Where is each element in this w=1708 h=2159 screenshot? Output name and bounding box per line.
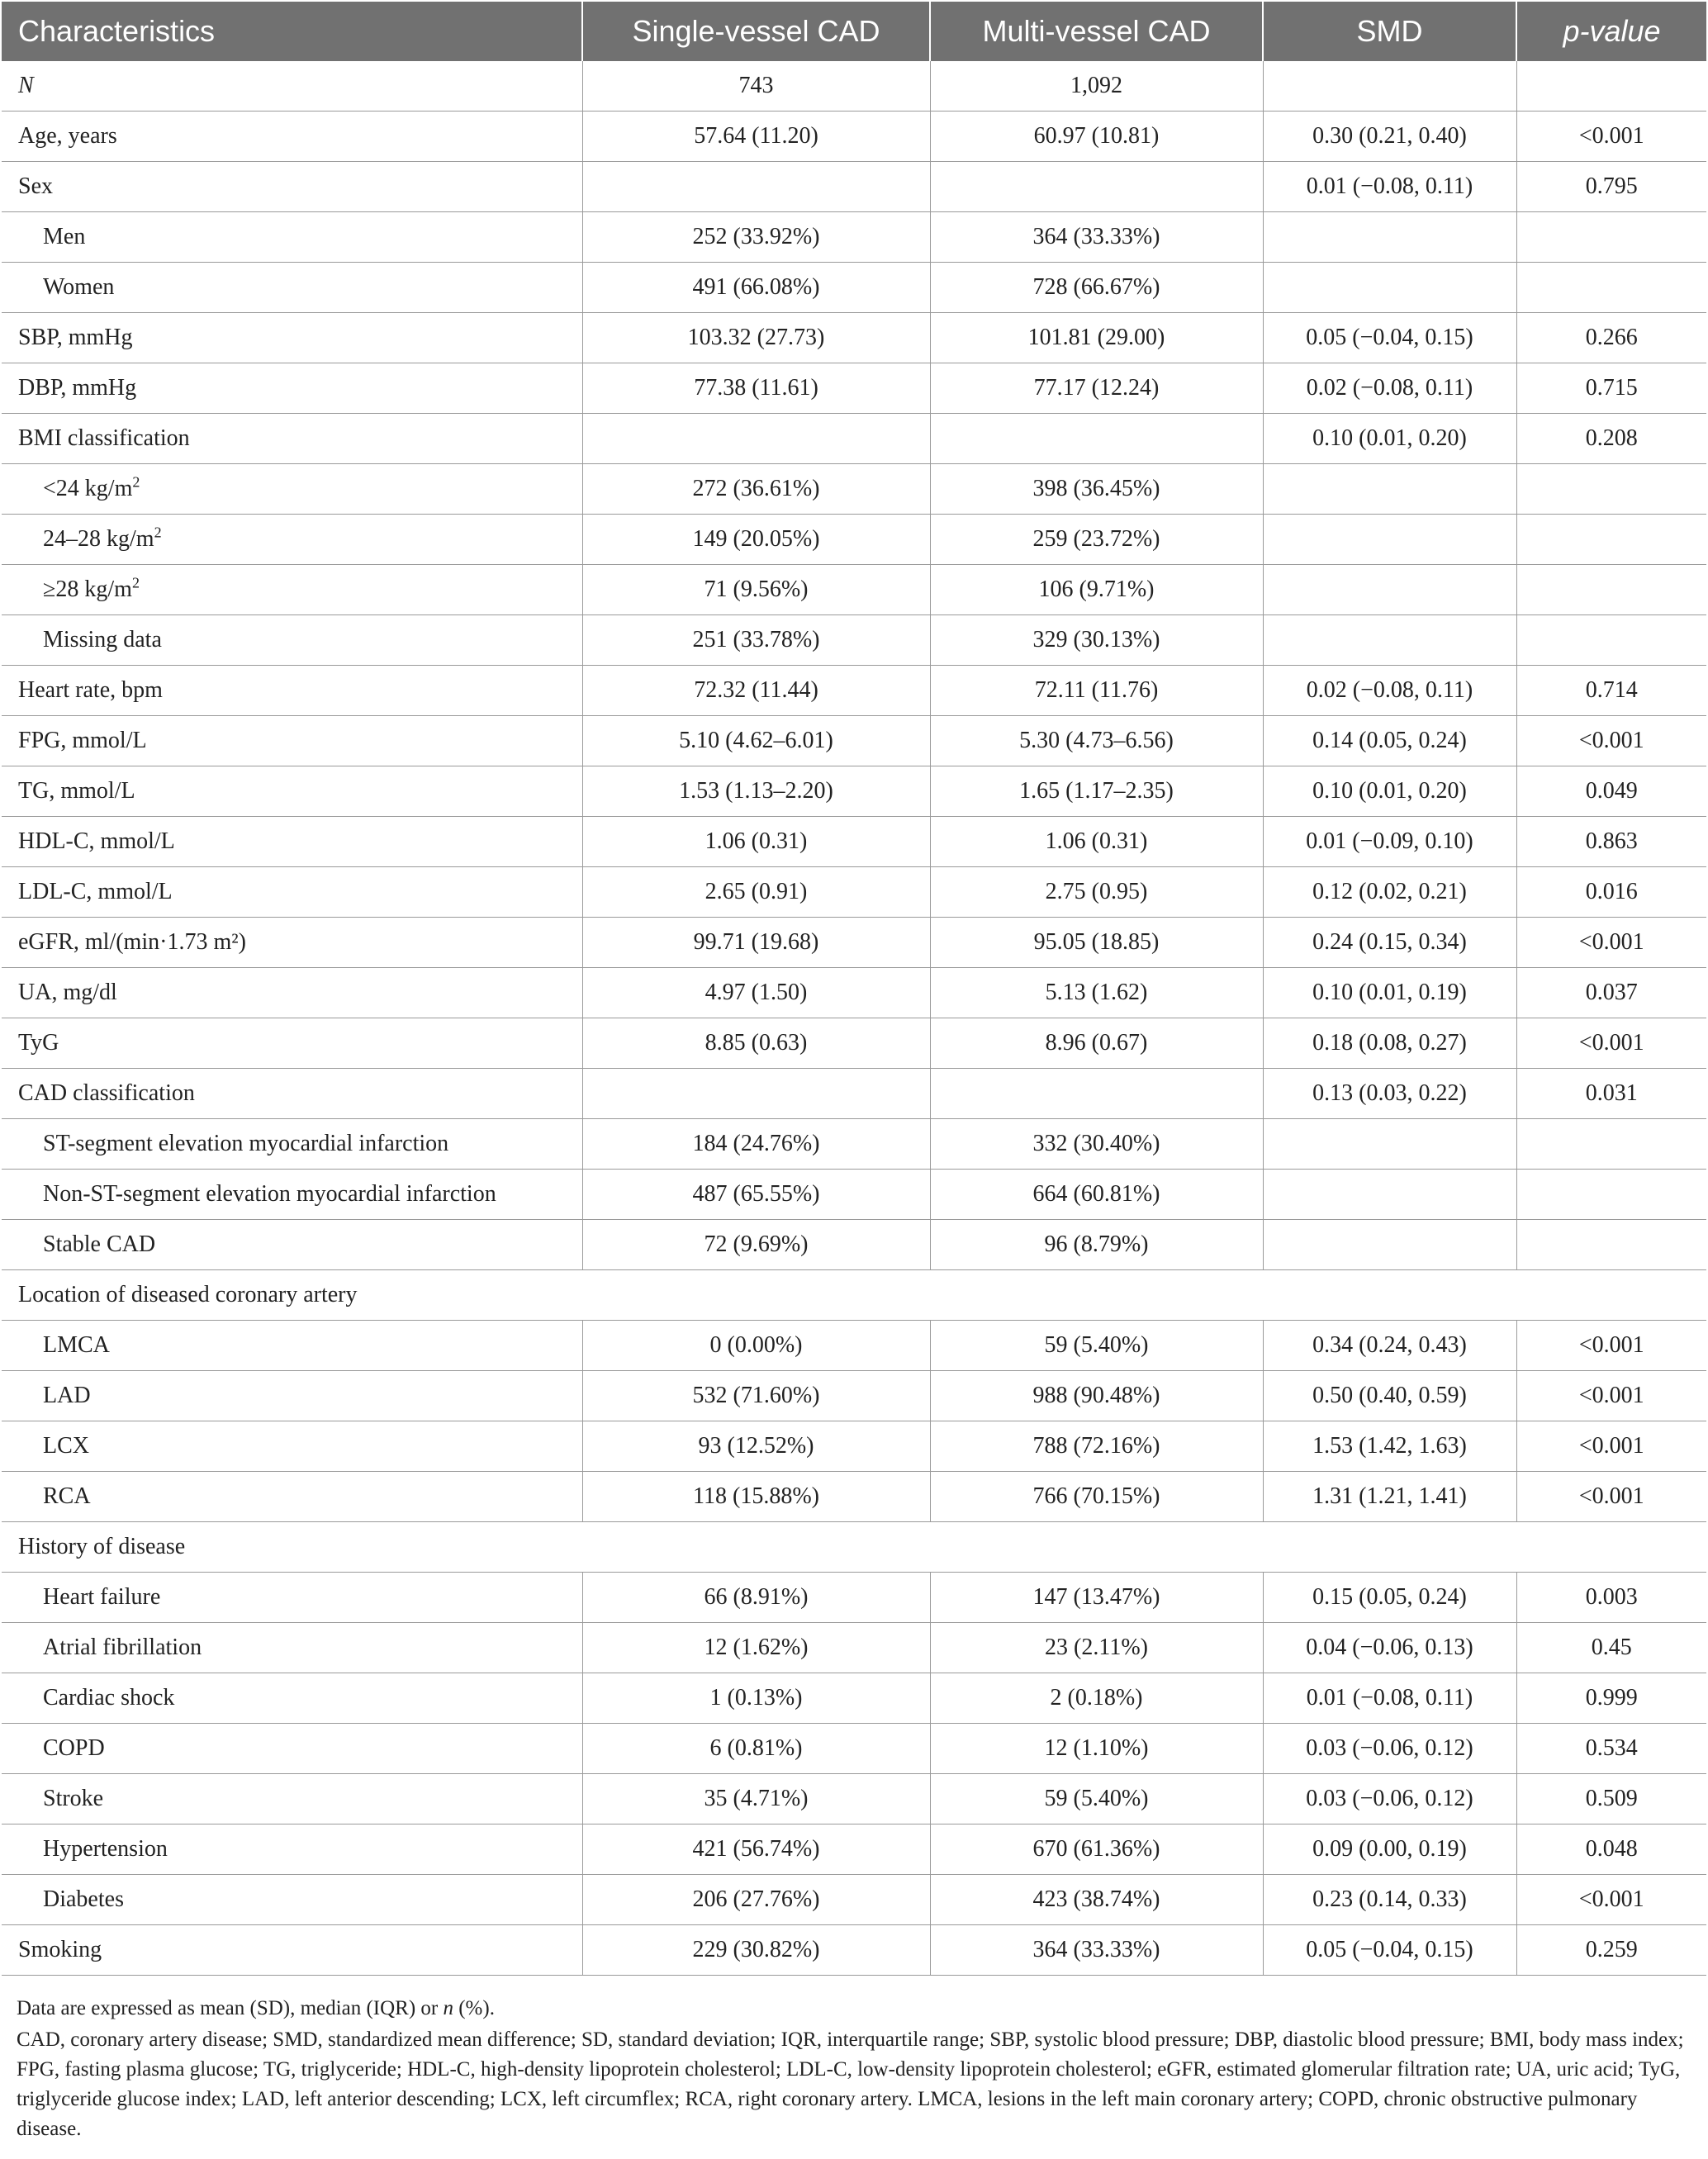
table-row [2,716,1706,766]
multi-vessel-cell: 788 (72.16%) [930,1421,1263,1472]
superscript: 2 [132,473,140,491]
multi-vessel-cell: 77.17 (12.24) [930,363,1263,414]
row-label [2,464,582,515]
table-row [2,1673,1706,1724]
single-vessel-cell: 491 (66.08%) [582,263,930,313]
table-row [2,615,1706,666]
row-label [2,162,582,212]
multi-vessel-cell: 23 (2.11%) [930,1623,1263,1673]
single-vessel-cell: 2.65 (0.91) [582,867,930,918]
p-value-cell [1516,263,1706,313]
row-label [2,918,582,968]
row-label-text: Men [43,224,86,249]
header-multi-vessel: Multi-vessel CAD [930,2,1263,61]
single-vessel-cell: 184 (24.76%) [582,1119,930,1170]
p-value-cell: <0.001 [1516,1321,1706,1371]
table-row [2,1774,1706,1824]
multi-vessel-cell: 12 (1.10%) [930,1724,1263,1774]
p-value-cell: 0.259 [1516,1925,1706,1976]
multi-vessel-cell: 259 (23.72%) [930,515,1263,565]
single-vessel-cell: 72 (9.69%) [582,1220,930,1270]
section-row [2,1522,1706,1573]
single-vessel-cell: 57.64 (11.20) [582,112,930,162]
multi-vessel-cell: 398 (36.45%) [930,464,1263,515]
row-label [2,1673,582,1724]
row-label-text: Age, years [18,123,117,149]
row-label-text: TG, mmol/L [18,778,135,804]
multi-vessel-cell: 423 (38.74%) [930,1875,1263,1925]
row-label [2,414,582,464]
multi-vessel-cell: 766 (70.15%) [930,1472,1263,1522]
single-vessel-cell: 206 (27.76%) [582,1875,930,1925]
row-label [2,615,582,666]
row-label-text: ST-segment elevation myocardial infarction [43,1131,449,1156]
single-vessel-cell: 1.53 (1.13–2.20) [582,766,930,817]
row-label-text: Stable CAD [43,1231,156,1257]
row-label [2,1522,1706,1573]
smd-cell [1263,515,1516,565]
smd-cell: 1.31 (1.21, 1.41) [1263,1472,1516,1522]
p-value-cell [1516,1170,1706,1220]
single-vessel-cell: 487 (65.55%) [582,1170,930,1220]
row-label-text: BMI classification [18,425,190,451]
row-label [2,867,582,918]
single-vessel-cell: 229 (30.82%) [582,1925,930,1976]
smd-cell [1263,61,1516,112]
row-label-text: eGFR, ml/(min·1.73 m²) [18,929,246,955]
p-value-cell: 0.715 [1516,363,1706,414]
row-label [2,212,582,263]
single-vessel-cell: 421 (56.74%) [582,1824,930,1875]
table-row [2,212,1706,263]
single-vessel-cell: 1.06 (0.31) [582,817,930,867]
single-vessel-cell: 0 (0.00%) [582,1321,930,1371]
row-label-text: RCA [43,1483,91,1509]
row-label [2,1270,1706,1321]
multi-vessel-cell [930,1069,1263,1119]
smd-cell: 0.34 (0.24, 0.43) [1263,1321,1516,1371]
smd-cell: 0.24 (0.15, 0.34) [1263,918,1516,968]
smd-cell: 0.05 (−0.04, 0.15) [1263,1925,1516,1976]
table-container [2,2,1706,1976]
single-vessel-cell: 66 (8.91%) [582,1573,930,1623]
p-value-cell: <0.001 [1516,1371,1706,1421]
footnote-abbreviations: CAD, coronary artery disease; SMD, standardized mean difference; SD, standard deviation; IQR, interquartile range; SBP, systolic blood pressure; DBP, diastolic blood pressure; BMI, body mass index; FPG, fasting plasma glucose; TG, triglyceride; HDL-C, high-density lipoprotein cholesterol; LDL-C, low-density lipoprotein cholesterol; eGFR, estimated glomerular filtration rate; UA, uric acid; TyG, triglyceride glucose index; LAD, left anterior descending; LCX, left circumflex; RCA, right coronary artery. LMCA, lesions in the left main coronary artery; COPD, chronic obstructive pulmonary disease. [17,2029,1684,2140]
single-vessel-cell: 103.32 (27.73) [582,313,930,363]
multi-vessel-cell: 329 (30.13%) [930,615,1263,666]
row-label-text: FPG, mmol/L [18,728,147,753]
row-label [2,1421,582,1472]
smd-cell: 0.30 (0.21, 0.40) [1263,112,1516,162]
table-row [2,1321,1706,1371]
table-row [2,464,1706,515]
row-label-text: Diabetes [43,1886,124,1912]
p-value-cell [1516,1119,1706,1170]
smd-cell: 0.09 (0.00, 0.19) [1263,1824,1516,1875]
row-label [2,1170,582,1220]
row-label [2,1472,582,1522]
single-vessel-cell: 35 (4.71%) [582,1774,930,1824]
row-label-text: LDL-C, mmol/L [18,879,173,904]
row-label [2,565,582,615]
row-label [2,363,582,414]
multi-vessel-cell: 1.65 (1.17–2.35) [930,766,1263,817]
smd-cell: 0.10 (0.01, 0.19) [1263,968,1516,1018]
table-row [2,1371,1706,1421]
table-row [2,414,1706,464]
smd-cell [1263,1119,1516,1170]
row-label [2,1875,582,1925]
p-value-cell: 0.048 [1516,1824,1706,1875]
p-value-cell [1516,1220,1706,1270]
row-label-text: Stroke [43,1786,104,1811]
row-label-text: N [18,73,34,98]
p-value-cell [1516,464,1706,515]
row-label-text: LAD [43,1383,91,1408]
table-row [2,1069,1706,1119]
p-value-cell: 0.509 [1516,1774,1706,1824]
row-label [2,1069,582,1119]
multi-vessel-cell: 8.96 (0.67) [930,1018,1263,1069]
row-label-text: 24–28 kg/m [43,526,154,552]
row-label [2,766,582,817]
row-label [2,817,582,867]
row-label-text: Atrial fibrillation [43,1635,202,1660]
row-label-text: CAD classification [18,1080,195,1106]
table-row [2,313,1706,363]
p-value-cell: 0.45 [1516,1623,1706,1673]
single-vessel-cell: 72.32 (11.44) [582,666,930,716]
p-value-cell [1516,212,1706,263]
p-value-cell: <0.001 [1516,1472,1706,1522]
section-row [2,1270,1706,1321]
row-label [2,1925,582,1976]
table-row [2,112,1706,162]
row-label-text: UA, mg/dl [18,980,117,1005]
header-p-value-text: p-value [1563,14,1661,48]
p-value-cell: 0.714 [1516,666,1706,716]
row-label-text: Missing data [43,627,162,652]
p-value-cell [1516,565,1706,615]
row-label-text: Heart failure [43,1584,161,1610]
p-value-cell: 0.037 [1516,968,1706,1018]
row-label-text: Cardiac shock [43,1685,175,1711]
single-vessel-cell: 71 (9.56%) [582,565,930,615]
smd-cell: 0.02 (−0.08, 0.11) [1263,666,1516,716]
smd-cell: 0.04 (−0.06, 0.13) [1263,1623,1516,1673]
multi-vessel-cell [930,162,1263,212]
table-row [2,61,1706,112]
p-value-cell [1516,61,1706,112]
row-label-text: <24 kg/m [43,476,133,501]
smd-cell: 0.01 (−0.09, 0.10) [1263,817,1516,867]
table-row [2,363,1706,414]
row-label-text: TyG [18,1030,59,1056]
row-label-text: Location of diseased coronary artery [18,1282,358,1307]
smd-cell: 0.18 (0.08, 0.27) [1263,1018,1516,1069]
p-value-cell: 0.795 [1516,162,1706,212]
header-characteristics: Characteristics [2,2,582,61]
row-label-text: History of disease [18,1534,186,1559]
multi-vessel-cell: 5.30 (4.73–6.56) [930,716,1263,766]
smd-cell: 0.23 (0.14, 0.33) [1263,1875,1516,1925]
single-vessel-cell [582,1069,930,1119]
multi-vessel-cell: 106 (9.71%) [930,565,1263,615]
smd-cell: 0.10 (0.01, 0.20) [1263,414,1516,464]
multi-vessel-cell: 728 (66.67%) [930,263,1263,313]
table-row [2,1170,1706,1220]
header-p-value [1516,2,1706,61]
table-row [2,968,1706,1018]
p-value-cell: <0.001 [1516,112,1706,162]
multi-vessel-cell: 364 (33.33%) [930,212,1263,263]
row-label [2,1724,582,1774]
multi-vessel-cell: 670 (61.36%) [930,1824,1263,1875]
single-vessel-cell: 532 (71.60%) [582,1371,930,1421]
smd-cell: 0.10 (0.01, 0.20) [1263,766,1516,817]
p-value-cell: 0.208 [1516,414,1706,464]
smd-cell: 1.53 (1.42, 1.63) [1263,1421,1516,1472]
single-vessel-cell: 6 (0.81%) [582,1724,930,1774]
multi-vessel-cell: 1.06 (0.31) [930,817,1263,867]
smd-cell [1263,1220,1516,1270]
table-footnotes [17,1994,1693,2146]
row-label [2,263,582,313]
p-value-cell: 0.031 [1516,1069,1706,1119]
multi-vessel-cell: 664 (60.81%) [930,1170,1263,1220]
multi-vessel-cell: 72.11 (11.76) [930,666,1263,716]
single-vessel-cell: 252 (33.92%) [582,212,930,263]
row-label [2,716,582,766]
row-label [2,515,582,565]
smd-cell: 0.12 (0.02, 0.21) [1263,867,1516,918]
row-label [2,1573,582,1623]
single-vessel-cell [582,162,930,212]
table-row [2,867,1706,918]
row-label [2,313,582,363]
multi-vessel-cell: 2.75 (0.95) [930,867,1263,918]
smd-cell: 0.01 (−0.08, 0.11) [1263,1673,1516,1724]
p-value-cell: 0.534 [1516,1724,1706,1774]
single-vessel-cell: 77.38 (11.61) [582,363,930,414]
table-row [2,1119,1706,1170]
table-row [2,1623,1706,1673]
table-row [2,1472,1706,1522]
table-row [2,515,1706,565]
table-row [2,1824,1706,1875]
p-value-cell: 0.049 [1516,766,1706,817]
p-value-cell: 0.016 [1516,867,1706,918]
smd-cell: 0.15 (0.05, 0.24) [1263,1573,1516,1623]
smd-cell: 0.01 (−0.08, 0.11) [1263,162,1516,212]
row-label [2,1321,582,1371]
table-row [2,1925,1706,1976]
table-row [2,1421,1706,1472]
row-label-text: Heart rate, bpm [18,677,163,703]
multi-vessel-cell: 95.05 (18.85) [930,918,1263,968]
row-label [2,1119,582,1170]
row-label [2,112,582,162]
smd-cell [1263,565,1516,615]
smd-cell: 0.13 (0.03, 0.22) [1263,1069,1516,1119]
characteristics-table [2,2,1706,1976]
table-row [2,666,1706,716]
row-label-text: COPD [43,1735,105,1761]
row-label-text: LMCA [43,1332,110,1358]
smd-cell [1263,464,1516,515]
row-label-text: Hypertension [43,1836,168,1862]
single-vessel-cell: 4.97 (1.50) [582,968,930,1018]
row-label [2,666,582,716]
smd-cell: 0.03 (−0.06, 0.12) [1263,1724,1516,1774]
single-vessel-cell: 743 [582,61,930,112]
row-label-text: Non-ST-segment elevation myocardial infarction [43,1181,496,1207]
smd-cell [1263,263,1516,313]
multi-vessel-cell: 2 (0.18%) [930,1673,1263,1724]
single-vessel-cell [582,414,930,464]
multi-vessel-cell: 364 (33.33%) [930,1925,1263,1976]
single-vessel-cell: 5.10 (4.62–6.01) [582,716,930,766]
smd-cell: 0.14 (0.05, 0.24) [1263,716,1516,766]
multi-vessel-cell: 147 (13.47%) [930,1573,1263,1623]
table-row [2,1573,1706,1623]
smd-cell: 0.05 (−0.04, 0.15) [1263,313,1516,363]
row-label [2,1774,582,1824]
p-value-cell: 0.003 [1516,1573,1706,1623]
header-row [2,2,1706,61]
superscript: 2 [154,524,162,541]
row-label [2,1371,582,1421]
row-label-text: Sex [18,173,53,199]
row-label-text: LCX [43,1433,89,1459]
table-row [2,162,1706,212]
footnote-data-expression: Data are expressed as mean (SD), median (IQR) or n (%). [17,1997,495,2019]
smd-cell: 0.03 (−0.06, 0.12) [1263,1774,1516,1824]
multi-vessel-cell: 5.13 (1.62) [930,968,1263,1018]
row-label [2,1623,582,1673]
table-row [2,817,1706,867]
p-value-cell [1516,515,1706,565]
single-vessel-cell: 93 (12.52%) [582,1421,930,1472]
multi-vessel-cell: 96 (8.79%) [930,1220,1263,1270]
smd-cell [1263,1170,1516,1220]
row-label-text: Smoking [18,1937,102,1962]
table-row [2,1875,1706,1925]
p-value-cell: 0.266 [1516,313,1706,363]
table-row [2,565,1706,615]
p-value-cell: <0.001 [1516,1018,1706,1069]
single-vessel-cell: 1 (0.13%) [582,1673,930,1724]
row-label-text: HDL-C, mmol/L [18,828,175,854]
smd-cell: 0.02 (−0.08, 0.11) [1263,363,1516,414]
p-value-cell: <0.001 [1516,918,1706,968]
p-value-cell: 0.863 [1516,817,1706,867]
p-value-cell: <0.001 [1516,716,1706,766]
single-vessel-cell: 272 (36.61%) [582,464,930,515]
row-label-text: SBP, mmHg [18,325,133,350]
row-label-text: DBP, mmHg [18,375,137,401]
superscript: 2 [131,574,140,591]
row-label [2,968,582,1018]
smd-cell [1263,615,1516,666]
row-label-text: Women [43,274,115,300]
row-label-text: ≥28 kg/m [43,577,132,602]
table-row [2,263,1706,313]
table-row [2,1724,1706,1774]
table-row [2,1018,1706,1069]
multi-vessel-cell: 59 (5.40%) [930,1774,1263,1824]
multi-vessel-cell: 332 (30.40%) [930,1119,1263,1170]
single-vessel-cell: 118 (15.88%) [582,1472,930,1522]
row-label [2,1824,582,1875]
table-body [2,61,1706,1976]
single-vessel-cell: 99.71 (19.68) [582,918,930,968]
multi-vessel-cell: 101.81 (29.00) [930,313,1263,363]
header-single-vessel: Single-vessel CAD [582,2,930,61]
table-row [2,766,1706,817]
single-vessel-cell: 149 (20.05%) [582,515,930,565]
multi-vessel-cell: 59 (5.40%) [930,1321,1263,1371]
row-label [2,1220,582,1270]
multi-vessel-cell: 1,092 [930,61,1263,112]
row-label [2,1018,582,1069]
multi-vessel-cell: 988 (90.48%) [930,1371,1263,1421]
p-value-cell: <0.001 [1516,1875,1706,1925]
single-vessel-cell: 251 (33.78%) [582,615,930,666]
p-value-cell: <0.001 [1516,1421,1706,1472]
table-row [2,1220,1706,1270]
p-value-cell [1516,615,1706,666]
row-label [2,61,582,112]
smd-cell [1263,212,1516,263]
p-value-cell: 0.999 [1516,1673,1706,1724]
multi-vessel-cell: 60.97 (10.81) [930,112,1263,162]
single-vessel-cell: 8.85 (0.63) [582,1018,930,1069]
table-row [2,918,1706,968]
multi-vessel-cell [930,414,1263,464]
smd-cell: 0.50 (0.40, 0.59) [1263,1371,1516,1421]
header-smd: SMD [1263,2,1516,61]
single-vessel-cell: 12 (1.62%) [582,1623,930,1673]
